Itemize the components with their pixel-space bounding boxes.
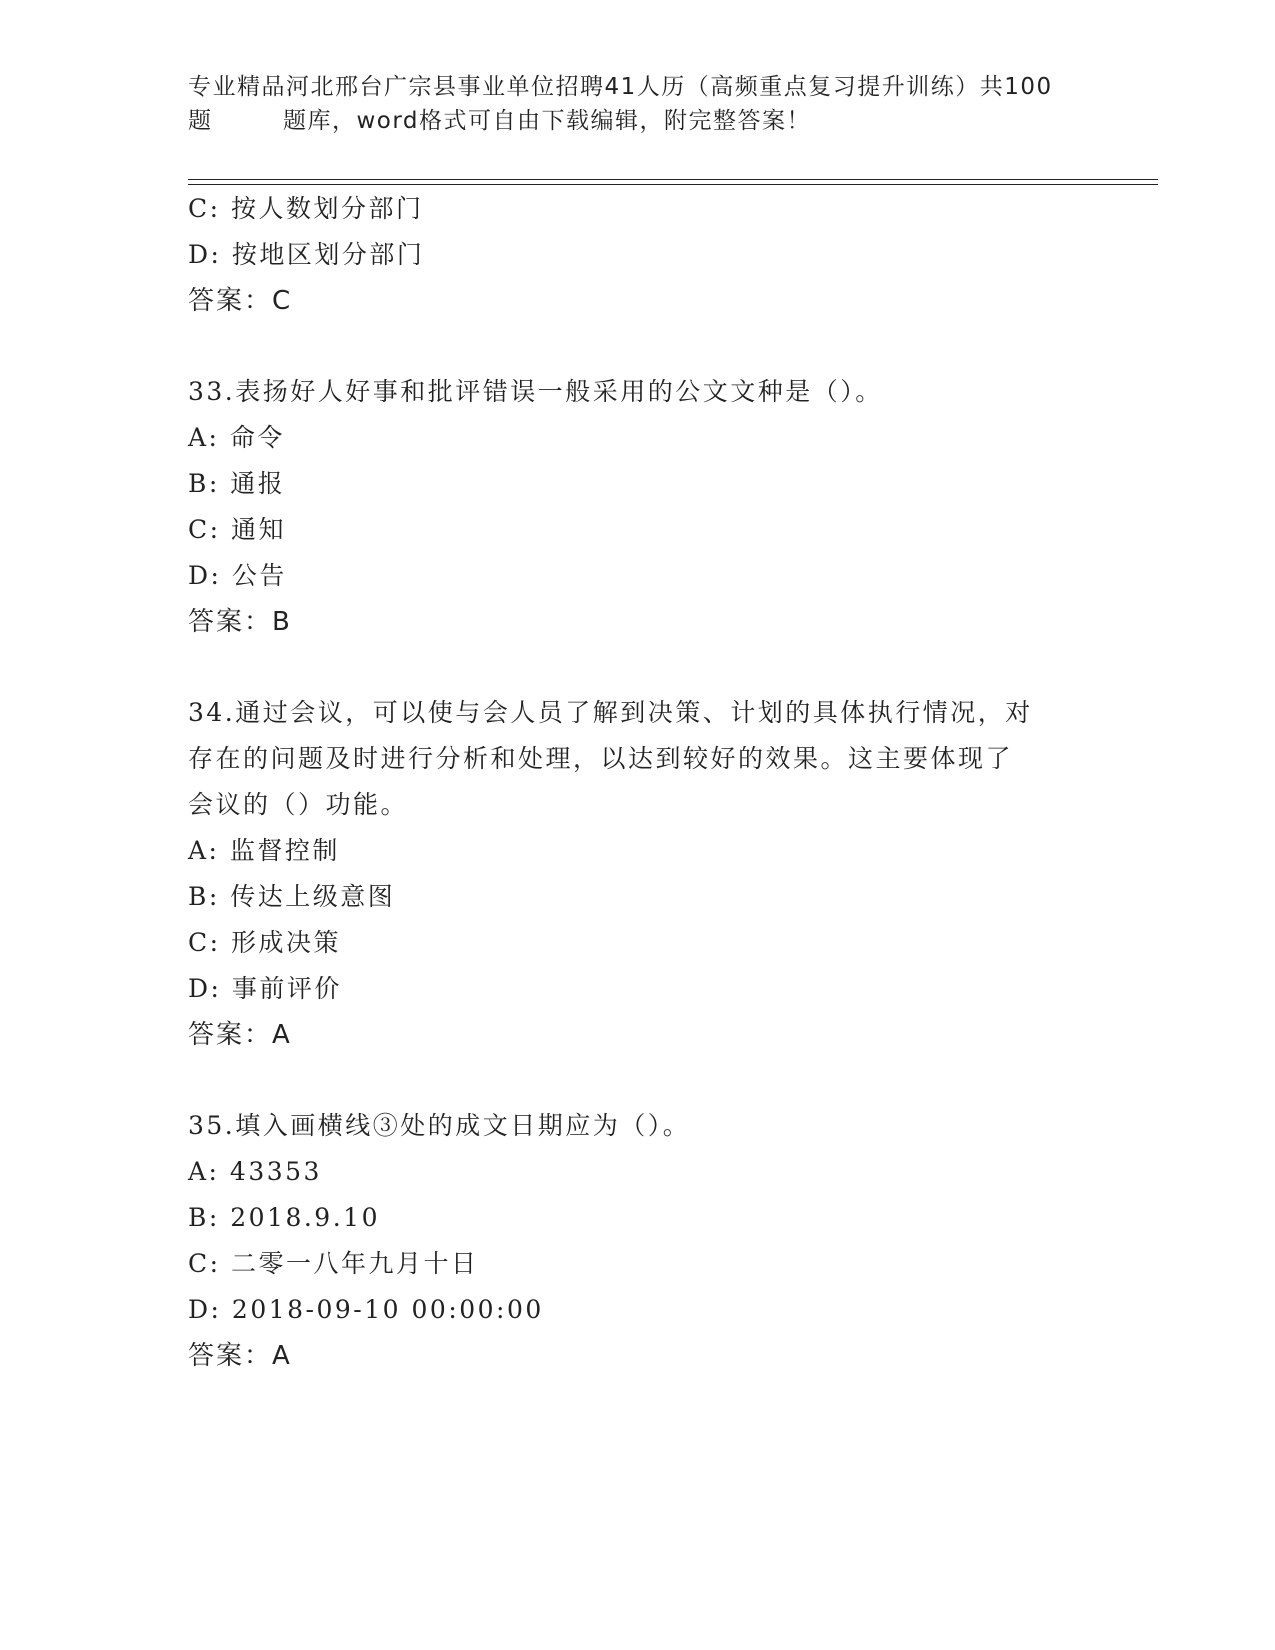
option-b: B: 传达上级意图 (188, 882, 396, 911)
option-c: C: 二零一八年九月十日 (188, 1249, 479, 1278)
answer-line: 答案：B (188, 607, 292, 637)
option-a: A: 43353 (188, 1157, 322, 1186)
answer-line: 答案：A (188, 1020, 292, 1050)
option-d: D: 事前评价 (188, 974, 342, 1003)
question-stem: 35.填入画横线③处的成文日期应为（）。 (188, 1111, 691, 1140)
answer-line: 答案：C (188, 286, 293, 316)
header-title-line-2: 题 题库，word格式可自由下载编辑，附完整答案！ (188, 108, 812, 134)
option-c: C: 按人数划分部门 (188, 194, 424, 223)
answer-line: 答案：A (188, 1341, 292, 1371)
option-c: C: 通知 (188, 515, 286, 544)
header-rule-bottom (188, 184, 1158, 185)
option-a: A: 命令 (188, 423, 285, 452)
option-d: D: 公告 (188, 561, 287, 590)
question-stem-line-1: 34.通过会议，可以使与会人员了解到决策、计划的具体执行情况，对 (188, 698, 1033, 727)
question-34 (188, 690, 1088, 1058)
header-title-line-1: 专业精品河北邢台广宗县事业单位招聘41人历（高频重点复习提升训练）共100 (188, 74, 1053, 100)
option-b: B: 通报 (188, 469, 286, 498)
question-32-continued (188, 186, 1088, 324)
question-stem: 33.表扬好人好事和批评错误一般采用的公文文种是（）。 (188, 377, 883, 406)
option-b: B: 2018.9.10 (188, 1203, 380, 1232)
option-d: D: 按地区划分部门 (188, 240, 425, 269)
option-c: C: 形成决策 (188, 928, 341, 957)
header-rule-top (188, 179, 1158, 180)
question-33 (188, 369, 1088, 645)
question-list (188, 186, 1088, 1379)
option-d: D: 2018-09-10 00:00:00 (188, 1295, 544, 1324)
question-stem-line-3: 会议的（）功能。 (188, 790, 409, 819)
document-header (188, 70, 1088, 138)
option-a: A: 监督控制 (188, 836, 340, 865)
question-35 (188, 1103, 1088, 1379)
question-stem-line-2: 存在的问题及时进行分析和处理，以达到较好的效果。这主要体现了 (188, 744, 1014, 773)
